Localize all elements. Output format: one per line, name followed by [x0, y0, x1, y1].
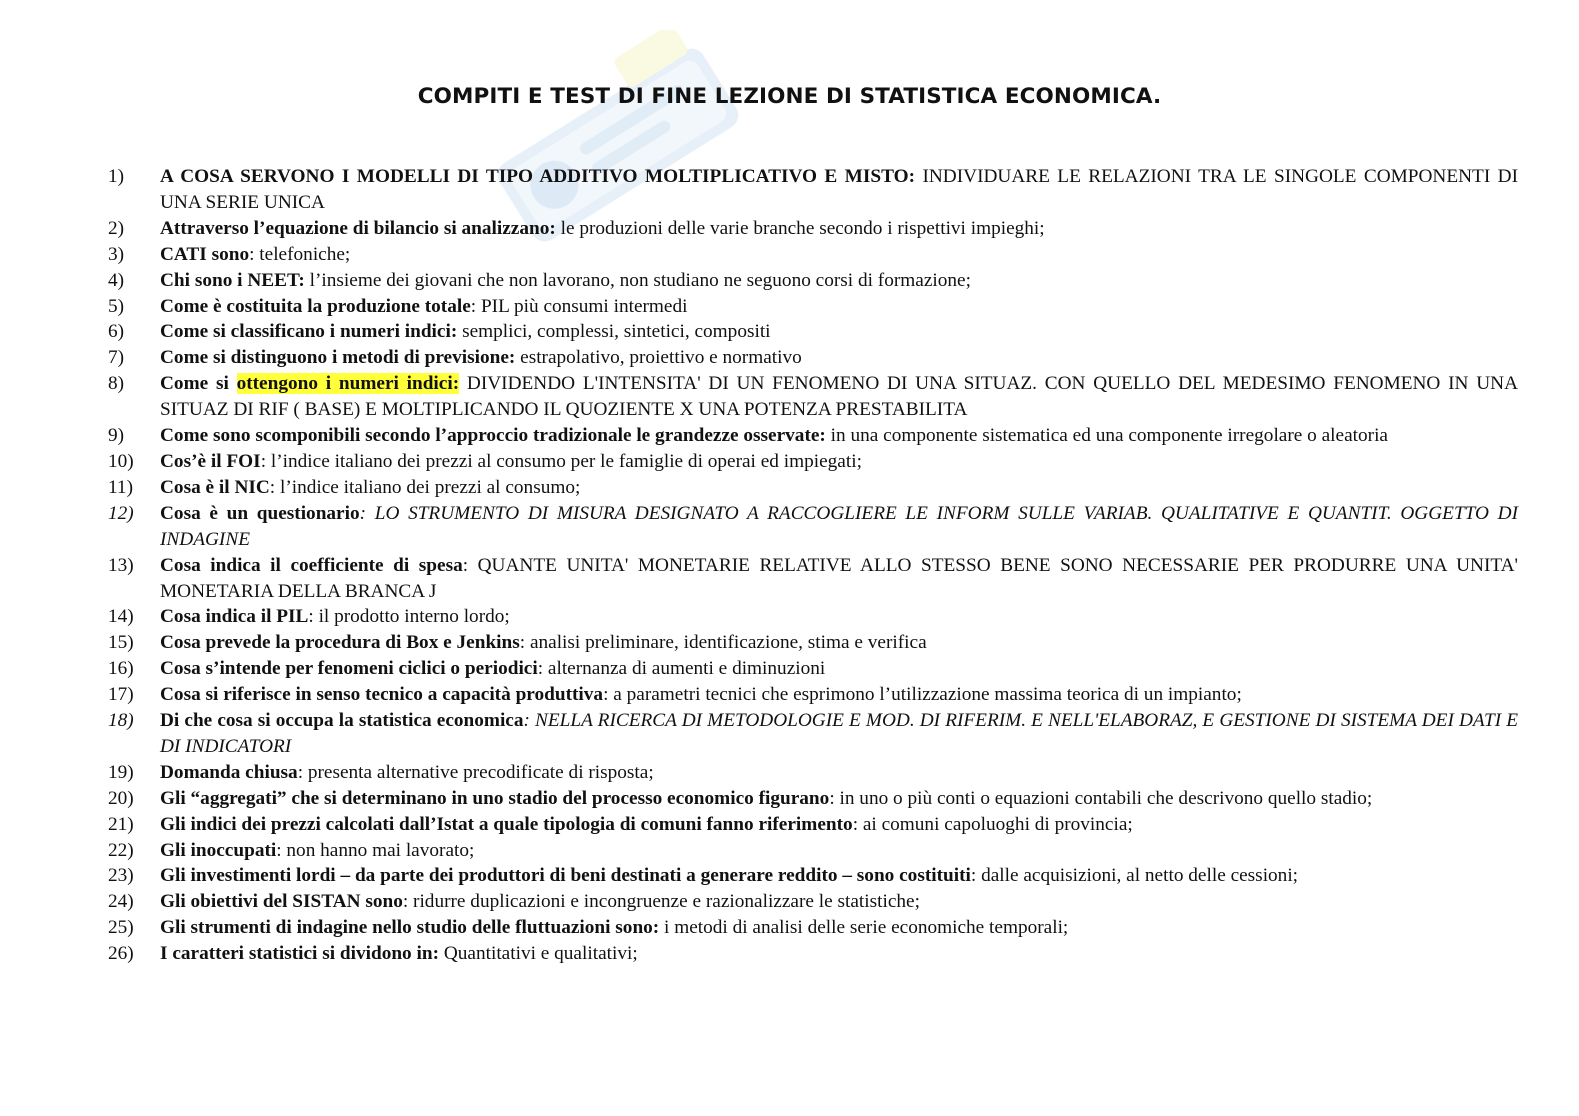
answer-text: : telefoniche; [249, 243, 351, 265]
answer-text: : QUANTE UNITA' MONETARIE RELATIVE ALLO STESSO BENE SONO NECESSARIE PER PRODURRE UNA UNITA' MONETARIA DELLA BRANCA J [160, 554, 1518, 602]
item-number: 22) [108, 839, 134, 861]
list-item [108, 889, 1518, 915]
document-title: COMPITI E TEST DI FINE LEZIONE DI STATISTICA ECONOMICA. [417, 84, 1162, 109]
list-item [108, 164, 1518, 216]
item-number: 1) [108, 166, 125, 187]
answer-text: : presenta alternative precodificate di risposta; [297, 761, 654, 783]
question-text: A COSA SERVONO I MODELLI DI TIPO ADDITIVO MOLTIPLICATIVO E MISTO: [160, 166, 916, 187]
question-text: Gli investimenti lordi – da parte dei produttori di beni destinati a generare reddito – sono costituiti [160, 865, 971, 887]
answer-text: : il prodotto interno lordo; [308, 606, 510, 628]
question-text: Cosa è un questionario [160, 502, 360, 524]
list-item [108, 242, 1518, 268]
list-item [108, 838, 1518, 864]
question-text: Come si distinguono i metodi di previsione: [160, 347, 516, 369]
list-item [108, 345, 1518, 371]
question-text: Cosa indica il PIL [160, 606, 309, 628]
answer-text: : in uno o più conti o equazioni contabili che descrivono quello stadio; [829, 787, 1373, 809]
list-item [108, 786, 1518, 812]
question-text: Domanda chiusa [160, 761, 298, 783]
question-text: Come si [160, 373, 237, 395]
item-number: 18) [108, 710, 134, 732]
question-text: Di che cosa si occupa la statistica economica [160, 710, 524, 732]
answer-text: : analisi preliminare, identificazione, stima e verifica [519, 632, 927, 654]
question-text: Come sono scomponibili secondo l’approccio tradizionale le grandezze osservate: [160, 425, 826, 447]
answer-text: DIVIDENDO L'INTENSITA' DI UN FENOMENO DI UNA SITUAZ. CON QUELLO DEL MEDESIMO FENOMENO IN UNA SITUAZ DI RIF ( BASE) E MOLTIPLICANDO IL QUOZIENTE X UNA POTENZA PRESTABILITA [160, 373, 1518, 421]
answer-text: in una componente sistematica ed una componente irregolare o aleatoria [825, 425, 1388, 447]
answer-text: Quantitativi e qualitativi; [439, 943, 638, 965]
answer-text: : ai comuni capoluoghi di provincia; [852, 813, 1133, 835]
item-number: 21) [108, 813, 134, 835]
answer-text: : l’indice italiano dei prezzi al consumo; [269, 476, 581, 498]
item-number: 7) [108, 347, 125, 369]
list-item [108, 294, 1518, 320]
item-number: 11) [108, 476, 133, 498]
answer-text: : dalle acquisizioni, al netto delle cessioni; [970, 865, 1299, 887]
list-item [108, 604, 1518, 630]
list-item [108, 941, 1518, 967]
question-list [108, 164, 1518, 967]
item-number: 9) [108, 425, 125, 447]
item-number: 12) [108, 502, 134, 524]
list-item [108, 216, 1518, 242]
question-text: Cosa si riferisce in senso tecnico a capacità produttiva [160, 684, 604, 706]
question-text: Cos’è il FOI [160, 450, 261, 472]
answer-text: : l’indice italiano dei prezzi al consumo per le famiglie di operai ed impiegati; [260, 450, 862, 472]
list-item [108, 760, 1518, 786]
list-item [108, 656, 1518, 682]
list-item [108, 319, 1518, 345]
question-text: Gli obiettivi del SISTAN sono [160, 891, 403, 913]
answer-text: : non hanno mai lavorato; [276, 839, 475, 861]
question-text: Gli strumenti di indagine nello studio delle fluttuazioni sono: [160, 917, 660, 939]
answer-text: i metodi di analisi delle serie economiche temporali; [659, 917, 1069, 939]
item-number: 23) [108, 865, 134, 887]
item-number: 4) [108, 269, 125, 291]
item-number: 2) [108, 217, 125, 239]
list-item [108, 630, 1518, 656]
list-item [108, 812, 1518, 838]
question-text: Gli “aggregati” che si determinano in uno stadio del processo economico figurano [160, 787, 830, 809]
answer-text: estrapolativo, proiettivo e normativo [515, 347, 802, 369]
question-text: Cosa indica il coefficiente di spesa [160, 554, 463, 576]
item-number: 13) [108, 554, 134, 576]
answer-text: : ridurre duplicazioni e incongruenze e razionalizzare le statistiche; [402, 891, 920, 913]
question-text: I caratteri statistici si dividono in: [160, 943, 440, 965]
item-number: 15) [108, 632, 134, 654]
question-text: Gli inoccupati [160, 839, 277, 861]
answer-text: le produzioni delle varie branche secondo i rispettivi impieghi; [555, 217, 1045, 239]
list-item [108, 423, 1518, 449]
answer-text: : alternanza di aumenti e diminuzioni [537, 658, 826, 680]
item-number: 10) [108, 450, 134, 472]
highlighted-question-text: ottengono i numeri indici: [236, 373, 460, 395]
question-text: Cosa prevede la procedura di Box e Jenkins [160, 632, 520, 654]
item-number: 16) [108, 658, 134, 680]
item-number: 26) [108, 943, 134, 965]
answer-text: l’insieme dei giovani che non lavorano, non studiano ne seguono corsi di formazione; [304, 269, 971, 291]
answer-text: : LO STRUMENTO DI MISURA DESIGNATO A RACCOGLIERE LE INFORM SULLE VARIAB. QUALITATIVE E QUANTIT. OGGETTO DI INDAGINE [160, 502, 1518, 550]
answer-text: INDIVIDUARE LE RELAZIONI TRA LE SINGOLE COMPONENTI DI UNA SERIE UNICA [160, 166, 1518, 213]
item-number: 8) [108, 373, 125, 395]
question-text: Cosa è il NIC [160, 476, 270, 498]
item-number: 25) [108, 917, 134, 939]
list-item [108, 708, 1518, 760]
list-item [108, 371, 1518, 423]
question-text: Attraverso l’equazione di bilancio si analizzano: [160, 217, 556, 239]
list-item [108, 682, 1518, 708]
item-number: 20) [108, 787, 134, 809]
list-item [108, 268, 1518, 294]
item-number: 6) [108, 321, 125, 343]
question-text: Chi sono i NEET: [160, 269, 305, 291]
answer-text: : PIL più consumi intermedi [470, 295, 688, 317]
item-number: 17) [108, 684, 134, 706]
question-text: Gli indici dei prezzi calcolati dall’Istat a quale tipologia di comuni fanno riferimento [160, 813, 853, 835]
item-number: 19) [108, 761, 134, 783]
question-text: Come si classificano i numeri indici: [160, 321, 458, 343]
answer-text: : NELLA RICERCA DI METODOLOGIE E MOD. DI RIFERIM. E NELL'ELABORAZ, E GESTIONE DI SISTEMA DEI DATI E DI INDICATORI [160, 710, 1519, 757]
item-number: 14) [108, 606, 134, 628]
item-number: 3) [108, 243, 125, 265]
list-item [108, 915, 1518, 941]
item-number: 24) [108, 891, 134, 913]
list-item [108, 553, 1518, 605]
list-item [108, 449, 1518, 475]
item-number: 5) [108, 295, 125, 317]
question-text: Cosa s’intende per fenomeni ciclici o periodici [160, 658, 538, 680]
answer-text: semplici, complessi, sintetici, compositi [457, 321, 771, 343]
list-item [108, 475, 1518, 501]
answer-text: : a parametri tecnici che esprimono l’utilizzazione massima teorica di un impianto; [603, 684, 1242, 706]
question-text: Come è costituita la produzione totale [160, 295, 471, 317]
list-item [108, 863, 1518, 889]
question-text: CATI sono [160, 243, 250, 265]
list-item [108, 501, 1518, 553]
